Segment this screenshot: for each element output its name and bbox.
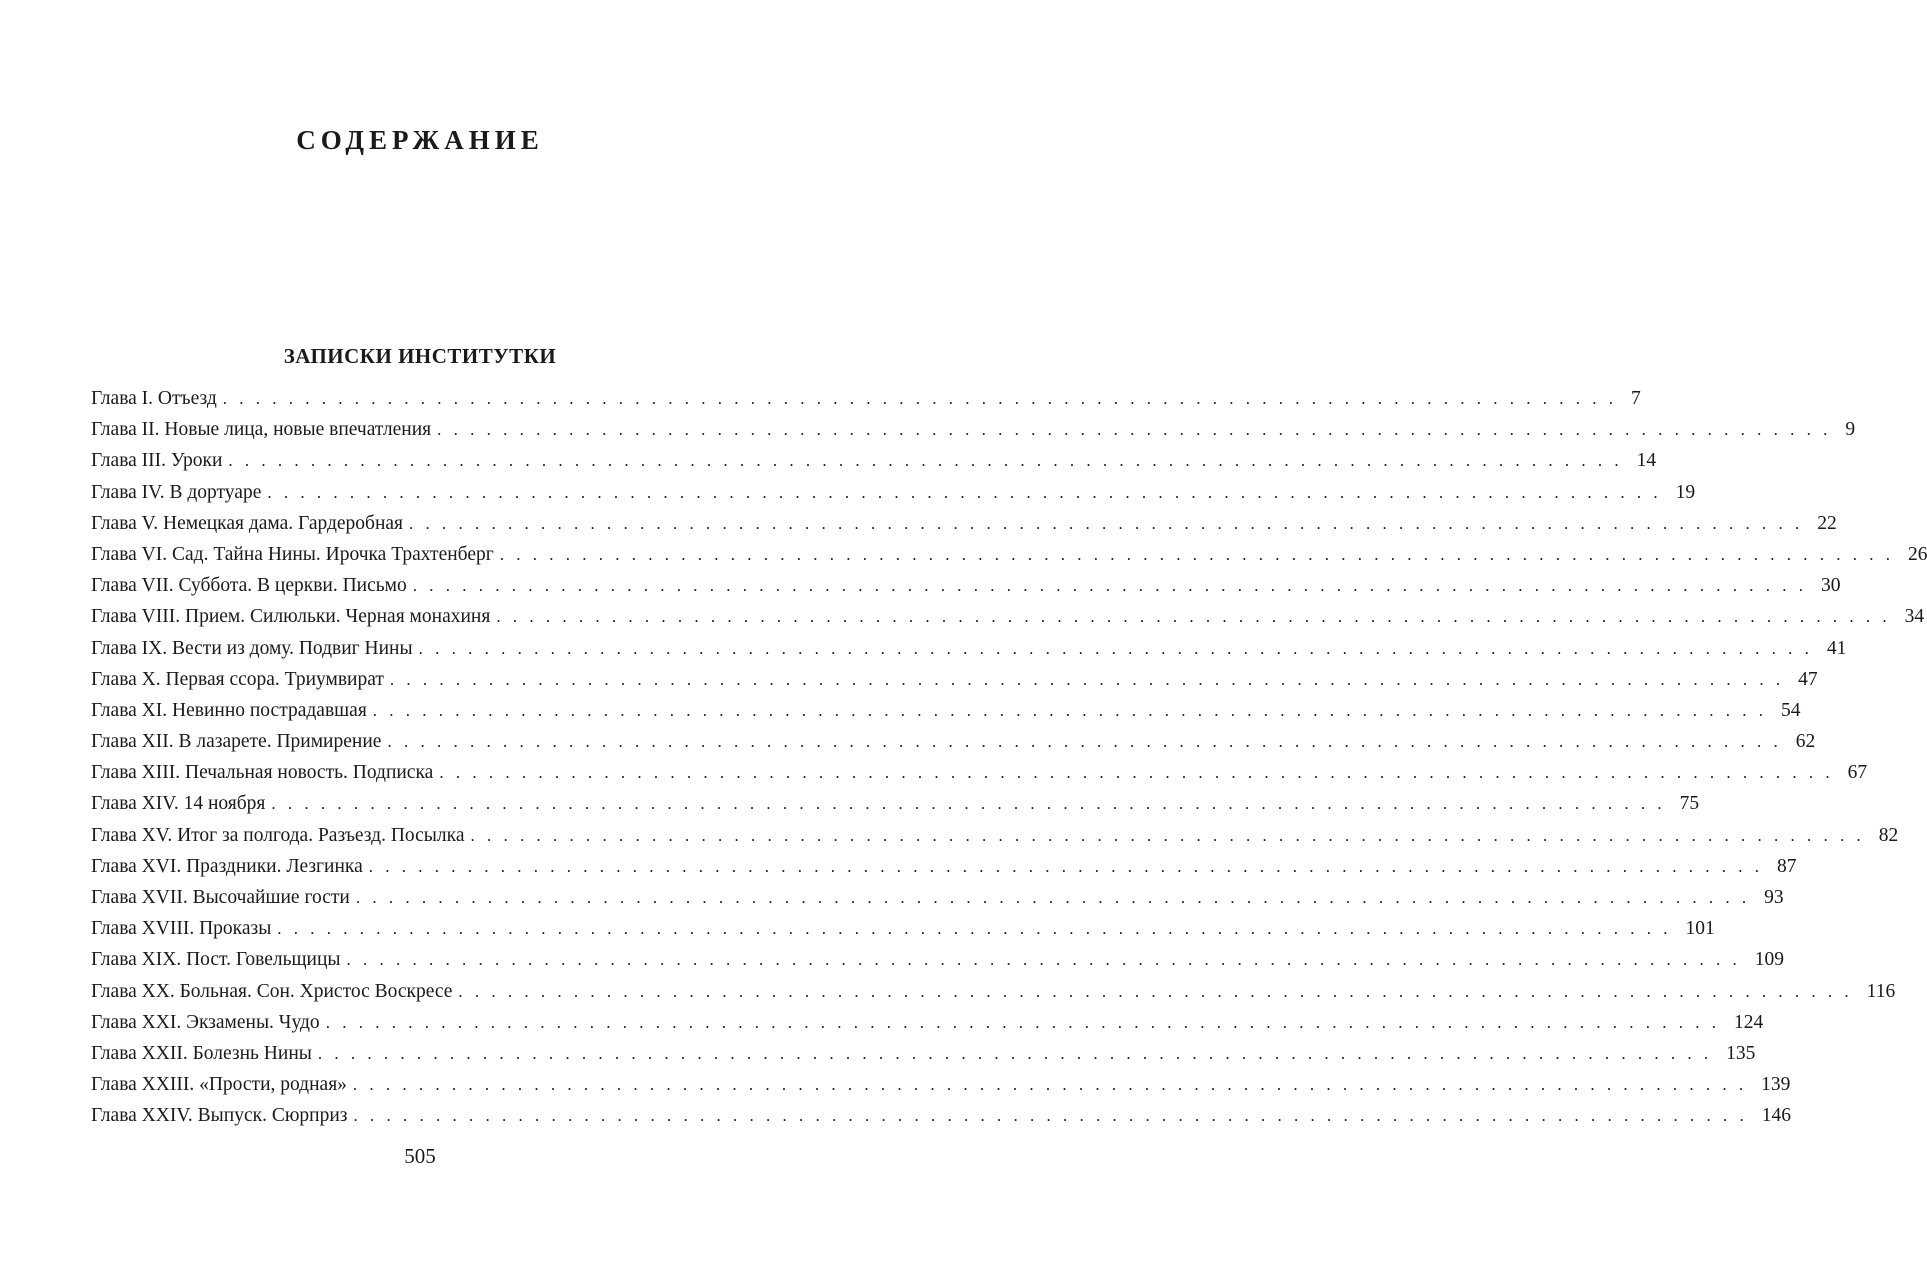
toc-entry-title: Глава I. Отъезд (91, 388, 217, 409)
toc-entry-page: 47 (1798, 668, 1818, 690)
toc-entry-title: Глава III. Уроки (91, 450, 223, 472)
toc-entry[interactable] (91, 664, 1818, 695)
toc-dot-leader: . . . . . . . . . . . . . . . . . . . . . . . . . . . . . . . . . . . . . . . . . . . . . . . . . . . . . . . . . . . . . . . . . . . . . . . . . . . . . . . . . . . . . (325, 1012, 1720, 1032)
toc-entry[interactable] (91, 944, 1785, 975)
toc-entry[interactable] (91, 851, 1797, 882)
toc-entry-title: Глава XXIII. «Прости, родная» (91, 1074, 347, 1096)
toc-entry-title: Глава IX. Вести из дому. Подвиг Нины (91, 637, 413, 659)
page-title: СОДЕРЖАНИЕ (296, 125, 544, 155)
page-number: 505 (404, 1144, 436, 1168)
toc-entry[interactable] (91, 1007, 1764, 1038)
toc-entry-page: 101 (1685, 918, 1715, 940)
toc-dot-leader: . . . . . . . . . . . . . . . . . . . . . . . . . . . . . . . . . . . . . . . . . . . . . . . . . . . . . . . . . . . . . . . . . . . . . . . . . . . . . . . . . . . . . (412, 576, 1808, 596)
toc-dot-leader: . . . . . . . . . . . . . . . . . . . . . . . . . . . . . . . . . . . . . . . . . . . . . . . . . . . . . . . . . . . . . . . . . . . . . . . . . . . . . . . . . . . . . (387, 732, 1782, 752)
toc-entry-page: 54 (1781, 699, 1801, 721)
toc-entry[interactable] (91, 726, 1816, 757)
toc-entry-page: 62 (1795, 731, 1816, 753)
toc-entry-title: Глава IV. В дортуаре (91, 481, 262, 503)
toc-entry[interactable] (91, 539, 1927, 570)
toc-entry-title: Глава XII. В лазарете. Примирение (91, 731, 382, 753)
toc-entry-title: Глава XIX. Пост. Говельщицы (91, 949, 341, 971)
toc-entry[interactable] (91, 633, 1847, 664)
toc-entry[interactable] (91, 695, 1801, 726)
toc-entry-title: Глава XXIV. Выпуск. Сюрприз (91, 1105, 348, 1127)
toc-entry-page: 19 (1675, 481, 1696, 503)
toc-entry-title: Глава XV. Итог за полгода. Разъезд. Посылка (91, 824, 465, 846)
toc-dot-leader: . . . . . . . . . . . . . . . . . . . . . . . . . . . . . . . . . . . . . . . . . . . . . . . . . . . . . . . . . . . . . . . . . . . . . . . . . . . . . . . . . . . . . (355, 888, 1751, 907)
toc-entry[interactable] (91, 788, 1700, 819)
toc-entry-page: 41 (1826, 637, 1847, 659)
toc-dot-leader: . . . . . . . . . . . . . . . . . . . . . . . . . . . . . . . . . . . . . . . . . . . . . . . . . . . . . . . . . . . . . . . . . . . . . . . . . . . . . . . . . . . . . (499, 544, 1894, 564)
toc-entry[interactable] (91, 601, 1925, 632)
toc-dot-leader: . . . . . . . . . . . . . . . . . . . . . . . . . . . . . . . . . . . . . . . . . . . . . . . . . . . . . . . . . . . . . . . . . . . . . . . . . . . . . . . . . . . . . (389, 669, 1785, 689)
toc-entry[interactable] (91, 757, 1868, 788)
toc-entry-title: Глава XVII. Высочайшие гости (91, 887, 350, 908)
toc-entry-page: 9 (1845, 419, 1856, 441)
toc-dot-leader: . . . . . . . . . . . . . . . . . . . . . . . . . . . . . . . . . . . . . . . . . . . . . . . . . . . . . . . . . . . . . . . . . . . . . . . . . . . . . . . . . . . . . (228, 451, 1623, 471)
toc-entry[interactable] (91, 1069, 1791, 1100)
toc-entry-page: 14 (1636, 450, 1657, 472)
toc-dot-leader: . . . . . . . . . . . . . . . . . . . . . . . . . . . . . . . . . . . . . . . . . . . . . . . . . . . . . . . . . . . . . . . . . . . . . . . . . . . . . . . . . . . . . (271, 794, 1666, 814)
toc-dot-leader: . . . . . . . . . . . . . . . . . . . . . . . . . . . . . . . . . . . . . . . . . . . . . . . . . . . . . . . . . . . . . . . . . . . . . . . . . . . . . . . . . . . . . (317, 1043, 1713, 1063)
toc-entry-page: 34 (1904, 606, 1925, 628)
toc-entry-title: Глава XVIII. Проказы (91, 918, 272, 940)
toc-dot-leader: . . . . . . . . . . . . . . . . . . . . . . . . . . . . . . . . . . . . . . . . . . . . . . . . . . . . . . . . . . . . . . . . . . . . . . . . . . . . . . . . . . . . . (372, 700, 1768, 720)
toc-entry-page: 75 (1679, 793, 1700, 815)
toc-entry[interactable] (91, 882, 1784, 913)
toc-dot-leader: . . . . . . . . . . . . . . . . . . . . . . . . . . . . . . . . . . . . . . . . . . . . . . . . . . . . . . . . . . . . . . . . . . . . . . . . . . . . . . . . . . . . . (368, 856, 1764, 876)
toc-entry-page: 82 (1878, 824, 1899, 846)
toc-dot-leader: . . . . . . . . . . . . . . . . . . . . . . . . . . . . . . . . . . . . . . . . . . . . . . . . . . . . . . . . . . . . . . . . . . . . . . . . . . . . . . . . . . . . . (352, 1075, 1748, 1095)
toc-entry-page: 116 (1866, 980, 1896, 1002)
toc-entry-page: 124 (1733, 1011, 1764, 1033)
toc-entry-page: 67 (1847, 762, 1868, 784)
toc-entry-page: 139 (1761, 1074, 1791, 1096)
toc-entry[interactable] (91, 414, 1856, 445)
toc-entry-title: Глава XIII. Печальная новость. Подписка (91, 762, 434, 784)
toc-entry-title: Глава VI. Сад. Тайна Нины. Ирочка Трахтенберг (91, 543, 494, 565)
toc-entry-title: Глава II. Новые лица, новые впечатления (91, 419, 432, 441)
toc-entry[interactable] (91, 445, 1657, 476)
toc-entry-page: 26 (1907, 543, 1927, 565)
toc-entry-page: 135 (1726, 1042, 1756, 1064)
toc-entry[interactable] (91, 508, 1837, 539)
toc-dot-leader: . . . . . . . . . . . . . . . . . . . . . . . . . . . . . . . . . . . . . . . . . . . . . . . . . . . . . . . . . . . . . . . . . . . . . . . . . . . . . . . . . . . . . (267, 482, 1662, 502)
toc-dot-leader: . . . . . . . . . . . . . . . . . . . . . . . . . . . . . . . . . . . . . . . . . . . . . . . . . . . . . . . . . . . . . . . . . . . . . . . . . . . . . . . . . . . . . (418, 638, 1813, 658)
toc-entry-page: 93 (1764, 887, 1784, 908)
toc-entry-title: Глава VIII. Прием. Силюльки. Черная монахиня (91, 606, 491, 628)
toc-dot-leader: . . . . . . . . . . . . . . . . . . . . . . . . . . . . . . . . . . . . . . . . . . . . . . . . . . . . . . . . . . . . . . . . . . . . . . . . . . . . . . . . . . . . . (496, 607, 1891, 627)
toc-entry-page: 22 (1817, 512, 1837, 534)
toc-entry-page: 30 (1821, 575, 1841, 597)
toc-entry-page: 7 (1631, 388, 1641, 409)
toc-dot-leader: . . . . . . . . . . . . . . . . . . . . . . . . . . . . . . . . . . . . . . . . . . . . . . . . . . . . . . . . . . . . . . . . . . . . . . . . . . . . . . . . . . . . . (346, 950, 1741, 970)
toc-entry-page: 87 (1777, 855, 1797, 877)
toc-entry[interactable] (91, 913, 1715, 944)
toc-entry[interactable] (91, 976, 1896, 1007)
toc-dot-leader: . . . . . . . . . . . . . . . . . . . . . . . . . . . . . . . . . . . . . . . . . . . . . . . . . . . . . . . . . . . . . . . . . . . . . . . . . . . . . . . . . . . . . (437, 420, 1832, 440)
toc-dot-leader: . . . . . . . . . . . . . . . . . . . . . . . . . . . . . . . . . . . . . . . . . . . . . . . . . . . . . . . . . . . . . . . . . . . . . . . . . . . . . . . . . . . . . (277, 919, 1672, 939)
toc-entry-title: Глава VII. Суббота. В церкви. Письмо (91, 575, 407, 597)
toc-entry-title: Глава XVI. Праздники. Лезгинка (91, 855, 363, 877)
toc-dot-leader: . . . . . . . . . . . . . . . . . . . . . . . . . . . . . . . . . . . . . . . . . . . . . . . . . . . . . . . . . . . . . . . . . . . . . . . . . . . . . . . . . . . . . (458, 981, 1853, 1001)
toc-entry[interactable] (91, 820, 1899, 851)
toc-entry[interactable] (91, 383, 1641, 414)
toc-dot-leader: . . . . . . . . . . . . . . . . . . . . . . . . . . . . . . . . . . . . . . . . . . . . . . . . . . . . . . . . . . . . . . . . . . . . . . . . . . . . . . . . . . . . . (470, 825, 1865, 845)
toc-entry-page: 146 (1761, 1105, 1791, 1127)
toc-entry-title: Глава X. Первая ссора. Триумвират (91, 668, 384, 690)
toc-dot-leader: . . . . . . . . . . . . . . . . . . . . . . . . . . . . . . . . . . . . . . . . . . . . . . . . . . . . . . . . . . . . . . . . . . . . . . . . . . . . . . . . . . . . . (222, 389, 1618, 408)
toc-entry-title: Глава XXI. Экзамены. Чудо (91, 1011, 320, 1033)
toc-dot-leader: . . . . . . . . . . . . . . . . . . . . . . . . . . . . . . . . . . . . . . . . . . . . . . . . . . . . . . . . . . . . . . . . . . . . . . . . . . . . . . . . . . . . . (439, 763, 1834, 783)
toc-dot-leader: . . . . . . . . . . . . . . . . . . . . . . . . . . . . . . . . . . . . . . . . . . . . . . . . . . . . . . . . . . . . . . . . . . . . . . . . . . . . . . . . . . . . . (353, 1106, 1748, 1126)
table-of-contents (91, 383, 1927, 1132)
toc-entry-page: 109 (1754, 949, 1785, 971)
toc-entry[interactable] (91, 477, 1696, 508)
toc-entry-title: Глава XXII. Болезнь Нины (91, 1042, 312, 1064)
toc-entry-title: Глава XI. Невинно пострадавшая (91, 699, 367, 721)
toc-entry[interactable] (91, 1100, 1791, 1131)
toc-entry[interactable] (91, 1038, 1756, 1069)
toc-entry-title: Глава V. Немецкая дама. Гардеробная (91, 512, 404, 534)
toc-entry-title: Глава XX. Больная. Сон. Христос Воскресе (91, 980, 453, 1002)
toc-dot-leader: . . . . . . . . . . . . . . . . . . . . . . . . . . . . . . . . . . . . . . . . . . . . . . . . . . . . . . . . . . . . . . . . . . . . . . . . . . . . . . . . . . . . . (409, 513, 1804, 533)
section-title: ЗАПИСКИ ИНСТИТУТКИ (283, 344, 557, 368)
toc-entry[interactable] (91, 570, 1841, 601)
toc-entry-title: Глава XIV. 14 ноября (91, 793, 266, 815)
